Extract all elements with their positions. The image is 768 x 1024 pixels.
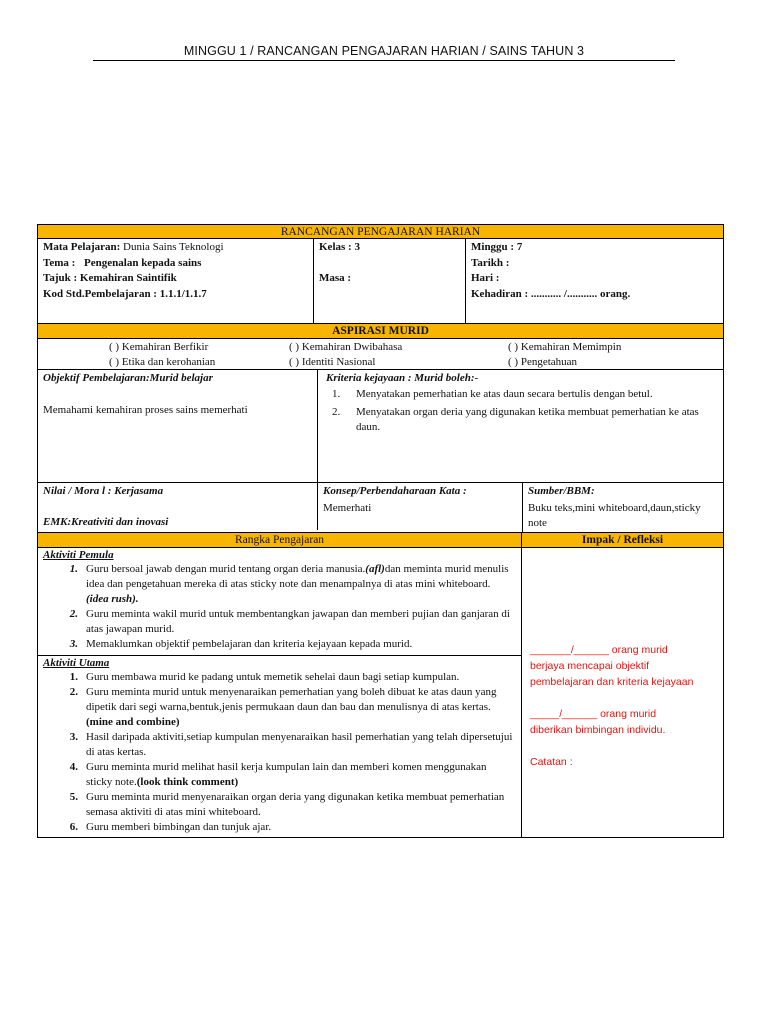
time-field: Masa : bbox=[319, 272, 352, 284]
criteria-cell bbox=[318, 370, 723, 482]
aspirasi-title: ASPIRASI MURID bbox=[332, 325, 429, 337]
framework-body bbox=[37, 548, 724, 838]
theme-label: Tema : bbox=[43, 256, 76, 269]
learning-standard-code: Kod Std.Pembelajaran : 1.1.1/1.1.7 bbox=[43, 287, 207, 300]
date-field: Tarikh : bbox=[471, 256, 510, 269]
objective-text: Memahami kemahiran proses sains memerhati bbox=[43, 404, 248, 416]
criteria-item: 1. Menyatakan pemerhatian ke atas daun secara bertulis dengan betul. bbox=[332, 388, 653, 400]
framework-title: Rangka Pengajaran bbox=[38, 533, 522, 547]
main-title: Aktiviti Utama bbox=[43, 657, 110, 669]
aspirasi-row bbox=[37, 339, 724, 370]
aspirasi-title-bar bbox=[37, 324, 724, 339]
objective-cell bbox=[38, 370, 318, 482]
main-step: 5. Guru meminta murid menyenaraikan organ deria yang digunakan ketika membuat pemerhatian semasa aktiviti di atas mini whiteboard. bbox=[69, 791, 505, 818]
rph-title-bar bbox=[37, 224, 724, 239]
values-cell bbox=[38, 483, 318, 530]
identity-right bbox=[466, 239, 723, 323]
opening-title: Aktiviti Pemula bbox=[43, 549, 114, 561]
reflection-notes: Catatan : bbox=[530, 756, 573, 768]
aspirasi-item: ( ) Etika dan kerohanian bbox=[109, 356, 216, 368]
week-field: Minggu : 7 bbox=[471, 241, 523, 253]
opening-step: 2. Guru meminta wakil murid untuk membentangkan jawapan dan memberi pujian dan ganjaran di atas jawapan murid. bbox=[69, 608, 510, 635]
activities-column bbox=[38, 548, 522, 837]
reflection-guidance: _____/______ orang murid diberikan bimbingan individu. bbox=[530, 708, 666, 736]
reflection-title: Impak / Refleksi bbox=[581, 534, 664, 546]
reflection-column bbox=[522, 548, 723, 837]
objective-row bbox=[37, 370, 724, 483]
theme-value: Pengenalan kepada sains bbox=[84, 256, 202, 269]
concept-label: Konsep/Perbendaharaan Kata : bbox=[323, 485, 467, 497]
reflection-success: _______/______ orang murid berjaya mencapai objektif pembelajaran dan kriteria kejayaan bbox=[530, 644, 694, 688]
subject-value: Dunia Sains Teknologi bbox=[123, 241, 224, 253]
subject-label: Mata Pelajaran: bbox=[43, 241, 121, 253]
concept-value: Memerhati bbox=[323, 502, 372, 514]
lesson-plan-table bbox=[37, 224, 724, 838]
page-header: MINGGU 1 / RANCANGAN PENGAJARAN HARIAN / SAINS TAHUN 3 bbox=[183, 44, 585, 58]
identity-middle bbox=[314, 239, 466, 323]
main-step: 3. Hasil daripada aktiviti,setiap kumpulan menyenaraikan hasil pemerhatian yang telah dipersetujui di atas kertas. bbox=[69, 731, 513, 758]
resources-cell bbox=[523, 483, 723, 532]
objective-label: Objektif Pembelajaran:Murid belajar bbox=[43, 372, 213, 384]
class-field: Kelas : 3 bbox=[319, 241, 360, 253]
aspirasi-item: ( ) Identiti Nasional bbox=[289, 356, 376, 368]
criteria-item: 2. Menyatakan organ deria yang digunakan ketika membuat pemerhatian ke atas daun. bbox=[332, 406, 699, 433]
opening-activity bbox=[38, 548, 521, 656]
aspirasi-item: ( ) Kemahiran Memimpin bbox=[508, 341, 622, 353]
resources-label: Sumber/BBM: bbox=[528, 485, 595, 497]
main-step: 1. Guru membawa murid ke padang untuk memetik sehelai daun bagi setiap kumpulan. bbox=[69, 671, 460, 683]
attendance-field: Kehadiran : ........... /........... orang. bbox=[471, 287, 631, 300]
aspirasi-item: ( ) Kemahiran Berfikir bbox=[109, 341, 209, 353]
framework-title-bar bbox=[37, 533, 724, 548]
emk-label: EMK:Kreativiti dan inovasi bbox=[43, 516, 169, 528]
aspirasi-item: ( ) Pengetahuan bbox=[508, 356, 578, 368]
criteria-label: Kriteria kejayaan : Murid boleh:- bbox=[326, 372, 479, 384]
rph-title: RANCANGAN PENGAJARAN HARIAN bbox=[280, 226, 481, 238]
opening-step: 3. Memaklumkan objektif pembelajaran dan kriteria kejayaan kepada murid. bbox=[69, 638, 413, 650]
values-label: Nilai / Mora l : Kerjasama bbox=[43, 485, 164, 497]
day-field: Hari : bbox=[471, 272, 500, 284]
topic: Tajuk : Kemahiran Saintifik bbox=[43, 272, 177, 284]
main-activity bbox=[38, 656, 521, 837]
main-step: 2. Guru meminta murid untuk menyenaraikan pemerhatian yang boleh dibuat ke atas daun yang dipetik dari segi warna,bentuk,jenis permukaan daun dan bau dan menulisnya di atas kertas.(mine and combine) bbox=[69, 686, 497, 728]
opening-step: 1. Guru bersoal jawab dengan murid tentang organ deria manusia.(afl)dan meminta murid menulis idea dan pengetahuan mereka di atas sticky note dan menampalnya di atas mini whiteboard. (idea rush). bbox=[69, 563, 509, 605]
values-row bbox=[37, 483, 724, 533]
main-step: 4. Guru meminta murid melihat hasil kerja kumpulan lain dan memberi komen menggunakan sticky note.(look think comment) bbox=[69, 761, 487, 788]
resources-value: Buku teks,mini whiteboard,daun,sticky note bbox=[528, 502, 701, 529]
aspirasi-item: ( ) Kemahiran Dwibahasa bbox=[289, 341, 403, 353]
identity-left bbox=[38, 239, 314, 323]
concept-cell bbox=[318, 483, 523, 532]
identity-row bbox=[37, 239, 724, 324]
header-divider bbox=[93, 60, 675, 61]
main-step: 6. Guru memberi bimbingan dan tunjuk ajar. bbox=[69, 821, 272, 833]
